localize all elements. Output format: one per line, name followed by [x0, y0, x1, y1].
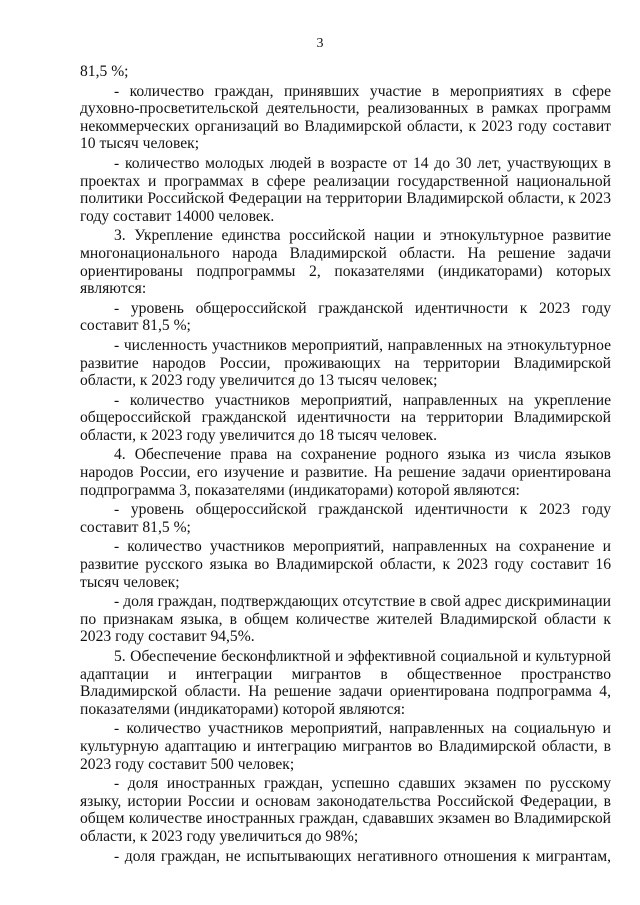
- paragraph: - количество участников мероприятий, направленных на сохранение и развитие русского языка во Владимирской области, к 2023 году составит 16 тысяч человек;: [80, 538, 611, 591]
- paragraph: - численность участников мероприятий, направленных на этнокультурное развитие народов России, проживающих на территории Владимирской области, к 2023 году увеличится до 13 тысяч человек;: [80, 336, 611, 390]
- paragraph: - доля граждан, подтверждающих отсутствие в свой адрес дискриминации по признакам языка, в общем количестве жителей Владимирской области к 2023 году составит 94,5%.: [80, 593, 611, 646]
- paragraph: 5. Обеспечение бесконфликтной и эффективной социальной и культурной адаптации и интеграции мигрантов в общественное пространство Владимирской области. На решение задачи ориентирована подпрограмма 4, показателями (индикаторами) которой являются:: [80, 648, 611, 718]
- paragraph: - уровень общероссийской гражданской идентичности к 2023 году составит 81,5 %;: [80, 501, 611, 536]
- paragraph: - количество молодых людей в возрасте от 14 до 30 лет, участвующих в проектах и программах в сфере реализации государственной национальной политики Российской Федерации на территории Владимирской области, к 2023 году составит 14000 человек.: [80, 154, 611, 225]
- paragraph: 81,5 %;: [80, 63, 129, 80]
- paragraph: - количество граждан, принявших участие в мероприятиях в сфере духовно-просветительской деятельности, реализованных в рамках программ некоммерческих организаций во Владимирской области, к 2023 году составит 10 тысяч человек;: [80, 82, 611, 153]
- document-body: [80, 63, 611, 867]
- paragraph: - количество участников мероприятий, направленных на укрепление общероссийской гражданской идентичности на территории Владимирской области, к 2023 году увеличится до 18 тысяч человек.: [80, 391, 611, 444]
- page-number: 3: [316, 36, 324, 51]
- paragraph: - количество участников мероприятий, направленных на социальную и культурную адаптацию и интеграцию мигрантов во Владимирской области, в 2023 году составит 500 человек;: [80, 720, 611, 773]
- paragraph: - уровень общероссийской гражданской идентичности к 2023 году составит 81,5 %;: [80, 299, 611, 335]
- paragraph: - доля иностранных граждан, успешно сдавших экзамен по русскому языку, истории России и основам законодательства Российской Федерации, в общем количестве иностранных граждан, сдававших экзамен во Владимирской области, к 2023 году увеличиться до 98%;: [80, 775, 611, 845]
- paragraph: 3. Укрепление единства российской нации и этнокультурное развитие многонационального народа Владимирской области. На решение задачи ориентированы подпрограммы 2, показателями (индикаторами) которых являются:: [80, 227, 611, 298]
- paragraph: - доля граждан, не испытывающих негативного отношения к мигрантам,: [114, 847, 611, 865]
- paragraph: 4. Обеспечение права на сохранение родного языка из числа языков народов России, его изучение и развитие. На решение задачи ориентирована подпрограмма 3, показателями (индикаторами) которой являются:: [80, 446, 611, 499]
